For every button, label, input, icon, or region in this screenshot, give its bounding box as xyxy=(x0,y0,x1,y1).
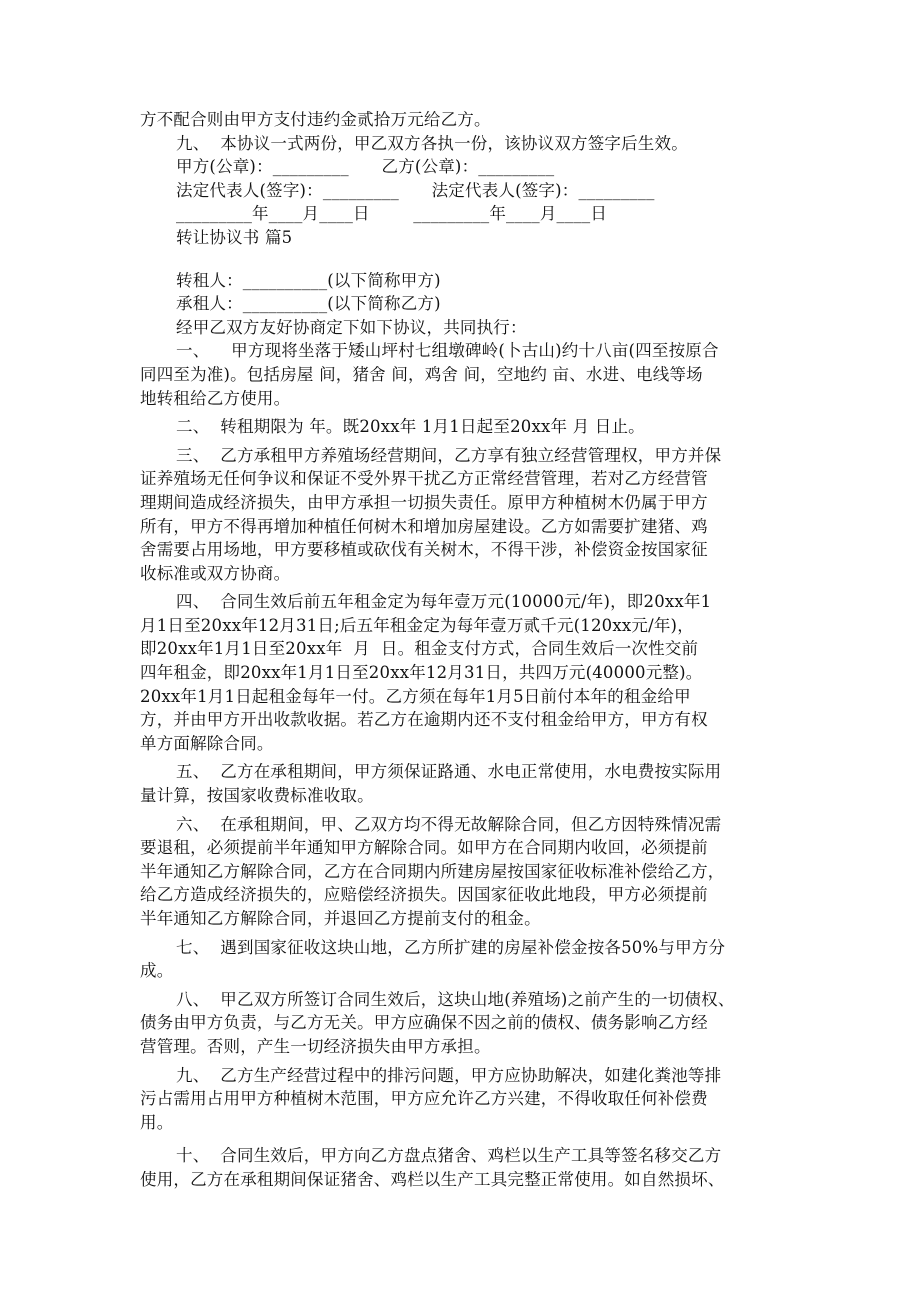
clause-7-line: 七、 遇到国家征收这块山地，乙方所扩建的房屋补偿金按各50%与甲方分 xyxy=(176,937,726,957)
clause-3-line: 收标准或双方协商。 xyxy=(140,563,291,583)
clause-5-line: 量计算，按国家收费标准收取。 xyxy=(140,786,374,806)
clause-2-line: 二、 转租期限为 年。既20xx年 1月1日起至20xx年 月 日止。 xyxy=(176,417,645,437)
clause-6-line: 半年通知乙方解除合同，乙方在合同期内所建房屋按国家征收标准补偿给乙方， xyxy=(140,861,725,881)
clause-8-line: 债务由甲方负责，与乙方无关。甲方应确保不因之前的债权、债务影响乙方经 xyxy=(140,1013,708,1033)
clause-3-line: 理期间造成经济损失，由甲方承担一切损失责任。原甲方种植树木仍属于甲方 xyxy=(140,492,708,512)
clause-4-line: 20xx年1月1日起租金每年一付。乙方须在每年1月5日前付本年的租金给甲 xyxy=(140,686,691,706)
signature-line: 法定代表人(签字)：_________ 法定代表人(签字)：_________ xyxy=(176,180,655,200)
clause-9b-line: 九、 乙方生产经营过程中的排污问题，甲方应协助解决，如建化粪池等排 xyxy=(176,1065,722,1085)
clause-5-line: 五、 乙方在承租期间，甲方须保证路通、水电正常使用，水电费按实际用 xyxy=(176,762,722,782)
clause-6-line: 半年通知乙方解除合同，并退回乙方提前支付的租金。 xyxy=(140,909,541,928)
clause-9-line: 九、 本协议一式两份，甲乙双方各执一份，该协议双方签字后生效。 xyxy=(176,133,688,153)
clause-1-line: 一、 甲方现将坐落于矮山坪村七组墩碑岭(卜古山)约十八亩(四至按原合 xyxy=(176,341,719,361)
clause-4-line: 四年租金，即20xx年1月1日至20xx年12月31日，共四万元(40000元整)。 xyxy=(140,663,703,683)
clause-3-line: 三、 乙方承租甲方养殖场经营期间，乙方享有独立经营管理权，甲方并保 xyxy=(176,445,722,465)
seal-line: 甲方(公章)：_________ 乙方(公章)：_________ xyxy=(176,157,555,177)
clause-1-line: 地转租给乙方使用。 xyxy=(140,388,291,408)
clause-1-line: 同四至为准)。包括房屋 间，猪舍 间，鸡舍 间，空地约 亩、水进、电线等场 xyxy=(140,364,703,384)
clause-6-line: 六、 在承租期间，甲、乙双方均不得无故解除合同，但乙方因特殊情况需 xyxy=(176,814,722,834)
clause-8-line: 营管理。否则，产生一切经济损失由甲方承担。 xyxy=(140,1036,491,1056)
contract-document xyxy=(140,108,780,1192)
clause-4-line: 单方面解除合同。 xyxy=(140,733,274,753)
clause-4-line: 方，并由甲方开出收款收据。若乙方在逾期内还不支付租金给甲方，甲方有权 xyxy=(140,710,708,730)
clause-9b-line: 污占需用占用甲方种植树木范围，甲方应允许乙方兴建，不得收取任何补偿费 xyxy=(140,1089,708,1109)
clause-8-line: 八、 甲乙双方所签订合同生效后，这块山地(养殖场)之前产生的一切债权、 xyxy=(176,989,735,1009)
lessee-line: 承租人：__________(以下简称乙方) xyxy=(176,294,441,314)
clause-4-line: 四、 合同生效后前五年租金定为每年壹万元(10000元/年)，即20xx年1 xyxy=(176,592,712,612)
text-line: 方不配合则由甲方支付违约金贰拾万元给乙方。 xyxy=(140,110,491,129)
clause-10-line: 十、 合同生效后，甲方向乙方盘点猪舍、鸡栏以生产工具等签名移交乙方 xyxy=(176,1146,722,1166)
section-title: 转让协议书 篇5 xyxy=(176,227,293,247)
clause-7-line: 成。 xyxy=(140,961,174,981)
clause-3-line: 舍需要占用场地，甲方要移植或砍伐有关树木，不得干涉，补偿资金按国家征 xyxy=(140,540,708,560)
clause-6-line: 给乙方造成经济损失的，应赔偿经济损失。因国家征收此地段，甲方必须提前 xyxy=(140,885,708,905)
clause-6-line: 要退租，必须提前半年通知甲方解除合同。如甲方在合同期内收回，必须提前 xyxy=(140,838,708,858)
clause-10-line: 使用，乙方在承租期间保证猪舍、鸡栏以生产工具完整正常使用。如自然损坏、 xyxy=(140,1169,725,1189)
clause-3-line: 证养殖场无任何争议和保证不受外界干扰乙方正常经营管理，若对乙方经营管 xyxy=(140,469,708,489)
sublessor-line: 转租人：__________(以下简称甲方) xyxy=(176,270,441,290)
clause-9b-line: 用。 xyxy=(140,1112,174,1132)
clause-4-line: 即20xx年1月1日至20xx年 月 日。租金支付方式，合同生效后一次性交前 xyxy=(140,639,699,659)
preamble-line: 经甲乙双方友好协商定下如下协议，共同执行： xyxy=(176,317,527,337)
clause-3-line: 所有，甲方不得再增加种植任何树木和增加房屋建设。乙方如需要扩建猪、鸡 xyxy=(140,516,708,536)
clause-4-line: 月1日至20xx年12月31日;后五年租金定为每年壹万贰千元(120xx元/年)， xyxy=(140,615,694,635)
date-line: _________年____月____日 _________年____月____日 xyxy=(176,204,608,224)
